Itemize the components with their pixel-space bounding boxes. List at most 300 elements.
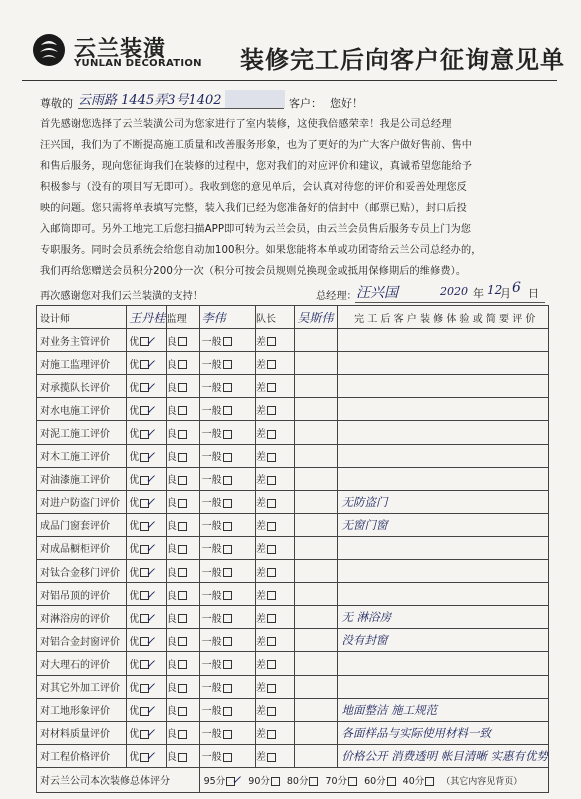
rating-option-good	[166, 375, 199, 398]
rating-checkbox[interactable]	[223, 730, 232, 739]
rating-label: 一般	[201, 567, 222, 579]
rating-label: 优	[129, 429, 140, 441]
rating-label: 差	[255, 752, 266, 764]
rating-label: 良	[166, 613, 177, 625]
score-option[interactable]	[287, 776, 319, 787]
rating-option-average	[199, 583, 255, 606]
score-checkbox[interactable]	[387, 777, 396, 786]
rating-option-excellent	[127, 583, 166, 606]
evaluation-table	[36, 305, 549, 793]
score-checkbox[interactable]	[309, 777, 318, 786]
rating-option-average	[199, 398, 255, 421]
rating-option-excellent	[127, 652, 166, 675]
rating-label: 一般	[201, 636, 222, 648]
check-mark-icon: ✓	[145, 703, 156, 718]
rating-checkbox[interactable]	[223, 753, 232, 762]
customer-address: 云雨路 1445弄3号1402	[78, 93, 222, 108]
rating-option-good	[166, 652, 199, 675]
rating-option-poor	[255, 675, 294, 698]
check-mark-icon: ✓	[145, 495, 156, 510]
letter-line: 映的问题。您只需将单表填写完整，装入我们已经为您准备好的信封中（邮票已贴），封口后投	[40, 203, 467, 214]
table-row	[37, 398, 549, 421]
score-label: 90分	[248, 775, 270, 787]
check-mark-icon: ✓	[145, 726, 156, 741]
rating-label: 良	[166, 521, 177, 533]
rating-option-average	[199, 698, 255, 721]
rating-checkbox[interactable]	[267, 430, 276, 439]
rating-option-excellent	[127, 352, 166, 375]
table-row	[37, 375, 549, 398]
empty-cell	[295, 329, 337, 352]
rating-option-poor	[255, 536, 294, 559]
score-checkbox[interactable]	[425, 777, 434, 786]
rating-label: 优	[129, 567, 140, 579]
score-label: 70分	[325, 775, 348, 787]
rating-option-good	[166, 513, 199, 536]
rating-option-average	[199, 560, 255, 583]
rating-checkbox[interactable]	[267, 476, 276, 485]
date-day: 6	[512, 280, 521, 296]
rating-option-excellent	[127, 629, 166, 652]
rating-option-average	[199, 329, 255, 352]
empty-cell	[295, 629, 337, 652]
row-comment	[337, 675, 548, 698]
date-year: 2020	[440, 285, 468, 298]
table-row	[37, 536, 549, 559]
check-mark-icon: ✓	[145, 749, 156, 764]
rating-checkbox[interactable]	[178, 660, 187, 669]
empty-cell	[295, 606, 337, 629]
rating-label: 一般	[201, 683, 222, 695]
rating-checkbox[interactable]	[267, 660, 276, 669]
rating-option-poor	[255, 560, 294, 583]
table-row	[37, 606, 549, 629]
empty-cell	[295, 421, 337, 444]
rating-checkbox[interactable]	[267, 707, 276, 716]
rating-label: 优	[129, 613, 140, 625]
rating-option-average	[199, 513, 255, 536]
rating-label: 一般	[201, 729, 222, 741]
row-comment	[337, 583, 548, 606]
rating-checkbox[interactable]	[223, 406, 232, 415]
row-label: 对成品橱柜评价	[37, 536, 127, 559]
table-header-row	[37, 306, 549, 329]
rating-label: 优	[129, 336, 140, 348]
check-mark-icon: ✓	[145, 564, 156, 579]
rating-option-good	[166, 675, 199, 698]
check-mark-icon: ✓	[145, 426, 156, 441]
letter-line: 首先感谢您选择了云兰装潢公司为您家进行了室内装修，这使我倍感荣幸！我是公司总经理	[40, 119, 452, 130]
redacted-name-blot	[225, 90, 285, 108]
rating-label: 差	[255, 659, 266, 671]
score-option[interactable]	[325, 776, 357, 787]
check-mark-icon: ✓	[145, 379, 156, 394]
foreman-name: 吴斯伟	[295, 306, 337, 329]
rating-checkbox[interactable]	[178, 637, 187, 646]
overall-score-options	[199, 767, 548, 792]
score-option[interactable]	[203, 772, 242, 787]
rating-checkbox[interactable]	[178, 430, 187, 439]
rating-label: 差	[255, 405, 266, 417]
rating-checkbox[interactable]	[223, 337, 232, 346]
rating-checkbox[interactable]	[267, 360, 276, 369]
rating-label: 一般	[201, 521, 222, 533]
table-row	[37, 421, 549, 444]
rating-option-average	[199, 467, 255, 490]
row-label: 对铝合金封窗评价	[37, 629, 127, 652]
row-comment	[337, 444, 548, 467]
rating-checkbox[interactable]	[267, 383, 276, 392]
row-comment: 无 淋浴房	[337, 606, 548, 629]
rating-option-poor	[255, 606, 294, 629]
rating-checkbox[interactable]	[178, 453, 187, 462]
empty-cell	[295, 467, 337, 490]
table-row	[37, 629, 549, 652]
score-checkbox[interactable]	[348, 777, 357, 786]
row-label: 对承揽队长评价	[37, 375, 127, 398]
table-row	[37, 721, 549, 744]
rating-label: 一般	[201, 752, 222, 764]
rating-label: 差	[255, 683, 266, 695]
table-row	[37, 467, 549, 490]
table-row	[37, 329, 549, 352]
rating-option-good	[166, 490, 199, 513]
rating-option-good	[166, 352, 199, 375]
date-month-suffix: 月	[500, 287, 511, 300]
table-row	[37, 490, 549, 513]
rating-label: 差	[255, 729, 266, 741]
rating-label: 一般	[201, 336, 222, 348]
document-title: 装修完工后向客户征询意见单	[240, 46, 565, 74]
rating-checkbox[interactable]	[223, 453, 232, 462]
score-option[interactable]	[403, 776, 435, 787]
rating-option-poor	[255, 398, 294, 421]
rating-label: 差	[255, 636, 266, 648]
rating-label: 差	[255, 521, 266, 533]
rating-label: 优	[129, 544, 140, 556]
row-comment	[337, 352, 548, 375]
empty-cell	[295, 375, 337, 398]
rating-checkbox[interactable]	[267, 499, 276, 508]
customer-label: 客户：	[289, 97, 322, 110]
rating-label: 差	[255, 706, 266, 718]
rating-option-excellent	[127, 329, 166, 352]
rating-option-good	[166, 629, 199, 652]
row-comment	[337, 375, 548, 398]
score-checkbox[interactable]	[271, 777, 280, 786]
row-label: 对钛合金移门评价	[37, 560, 127, 583]
score-option[interactable]	[364, 776, 396, 787]
rating-label: 优	[129, 475, 140, 487]
rating-label: 一般	[201, 359, 222, 371]
rating-label: 良	[166, 590, 177, 602]
rating-option-good	[166, 444, 199, 467]
row-comment: 无窗门窗	[337, 513, 548, 536]
rating-option-poor	[255, 744, 294, 767]
manager-signature: 汪兴国	[356, 285, 398, 301]
check-mark-icon: ✓	[145, 518, 156, 533]
overall-score-label: 对云兰公司本次装修总体评分	[37, 767, 200, 792]
rating-checkbox[interactable]	[223, 614, 232, 623]
rating-checkbox[interactable]	[267, 568, 276, 577]
rating-option-average	[199, 675, 255, 698]
rating-label: 优	[129, 729, 140, 741]
rating-checkbox[interactable]	[223, 684, 232, 693]
check-mark-icon: ✓	[145, 356, 156, 371]
row-label: 对材料质量评价	[37, 721, 127, 744]
row-label: 对施工监理评价	[37, 352, 127, 375]
check-mark-icon: ✓	[145, 656, 156, 671]
foreman-label: 队长	[255, 306, 294, 329]
rating-label: 优	[129, 659, 140, 671]
rating-checkbox[interactable]	[178, 383, 187, 392]
rating-label: 一般	[201, 544, 222, 556]
rating-option-good	[166, 398, 199, 421]
rating-label: 一般	[201, 706, 222, 718]
rating-label: 差	[255, 336, 266, 348]
rating-option-poor	[255, 352, 294, 375]
rating-checkbox[interactable]	[223, 545, 232, 554]
check-mark-icon: ✓	[145, 333, 156, 348]
rating-checkbox[interactable]	[267, 591, 276, 600]
row-comment: 价格公开 消费透明 帐目清晰 实惠有优势	[337, 744, 548, 767]
rating-label: 良	[166, 659, 177, 671]
rating-option-excellent	[127, 698, 166, 721]
rating-checkbox[interactable]	[223, 637, 232, 646]
rating-label: 差	[255, 359, 266, 371]
rating-checkbox[interactable]	[267, 753, 276, 762]
row-comment: 地面整洁 施工规范	[337, 698, 548, 721]
rating-label: 优	[129, 590, 140, 602]
rating-option-poor	[255, 652, 294, 675]
table-row	[37, 744, 549, 767]
row-comment: 各面样品与实际使用材料一致	[337, 721, 548, 744]
rating-checkbox[interactable]	[223, 660, 232, 669]
rating-label: 差	[255, 590, 266, 602]
rating-checkbox[interactable]	[267, 614, 276, 623]
rating-option-poor	[255, 467, 294, 490]
empty-cell	[295, 490, 337, 513]
rating-checkbox[interactable]	[267, 637, 276, 646]
rating-label: 差	[255, 498, 266, 510]
rating-option-average	[199, 490, 255, 513]
rating-label: 差	[255, 429, 266, 441]
empty-cell	[295, 744, 337, 767]
check-mark-icon: ✓	[145, 449, 156, 464]
score-option[interactable]	[248, 776, 280, 787]
rating-label: 一般	[201, 659, 222, 671]
rating-option-excellent	[127, 560, 166, 583]
rating-option-good	[166, 536, 199, 559]
rating-label: 优	[129, 521, 140, 533]
rating-checkbox[interactable]	[178, 730, 187, 739]
check-mark-icon: ✓	[145, 610, 156, 625]
rating-label: 优	[129, 683, 140, 695]
check-mark-icon: ✓	[145, 680, 156, 695]
rating-checkbox[interactable]	[223, 430, 232, 439]
rating-checkbox[interactable]	[178, 360, 187, 369]
back-page-note: （其它内容见背页）	[441, 776, 523, 787]
rating-checkbox[interactable]	[223, 591, 232, 600]
rating-checkbox[interactable]	[223, 568, 232, 577]
rating-checkbox[interactable]	[178, 568, 187, 577]
rating-checkbox[interactable]	[178, 545, 187, 554]
rating-label: 一般	[201, 429, 222, 441]
rating-checkbox[interactable]	[267, 522, 276, 531]
row-comment	[337, 329, 548, 352]
rating-label: 一般	[201, 405, 222, 417]
rating-option-average	[199, 352, 255, 375]
check-mark-icon: ✓	[145, 633, 156, 648]
letter-line: 专职服务。同时会员系统会给您自动加100积分。如果您能将本单或功团寄给云兰公司总经办的，	[40, 245, 482, 256]
rating-option-poor	[255, 329, 294, 352]
table-row	[37, 560, 549, 583]
rating-checkbox[interactable]	[267, 406, 276, 415]
rating-checkbox[interactable]	[178, 522, 187, 531]
closing-line: 再次感谢您对我们云兰装潢的支持！	[40, 291, 203, 302]
rating-checkbox[interactable]	[223, 522, 232, 531]
row-label: 对大理石的评价	[37, 652, 127, 675]
rating-option-poor	[255, 421, 294, 444]
check-mark-icon: ✓	[145, 402, 156, 417]
rating-label: 良	[166, 752, 177, 764]
empty-cell	[295, 721, 337, 744]
rating-checkbox[interactable]	[178, 707, 187, 716]
rating-option-excellent	[127, 721, 166, 744]
rating-label: 优	[129, 452, 140, 464]
row-comment	[337, 652, 548, 675]
rating-option-excellent	[127, 744, 166, 767]
rating-label: 良	[166, 382, 177, 394]
rating-checkbox[interactable]	[178, 614, 187, 623]
rating-label: 优	[129, 752, 140, 764]
date-day-suffix: 日	[528, 287, 539, 300]
table-row	[37, 652, 549, 675]
rating-checkbox[interactable]	[223, 707, 232, 716]
empty-cell	[295, 444, 337, 467]
rating-checkbox[interactable]	[267, 730, 276, 739]
date-year-suffix: 年	[473, 287, 484, 300]
rating-option-good	[166, 421, 199, 444]
manager-label: 总经理：	[316, 291, 357, 302]
rating-option-poor	[255, 583, 294, 606]
row-label: 对进户防盗门评价	[37, 490, 127, 513]
rating-option-excellent	[127, 444, 166, 467]
rating-label: 良	[166, 405, 177, 417]
row-label: 对油漆施工评价	[37, 467, 127, 490]
rating-option-good	[166, 721, 199, 744]
rating-option-excellent	[127, 375, 166, 398]
rating-label: 差	[255, 382, 266, 394]
row-label: 对其它外加工评价	[37, 675, 127, 698]
rating-option-average	[199, 606, 255, 629]
greeting: 您好！	[330, 97, 363, 110]
rating-option-excellent	[127, 421, 166, 444]
rating-label: 一般	[201, 452, 222, 464]
rating-label: 差	[255, 544, 266, 556]
rating-checkbox[interactable]	[178, 753, 187, 762]
rating-option-excellent	[127, 398, 166, 421]
rating-checkbox[interactable]	[223, 476, 232, 485]
rating-option-average	[199, 721, 255, 744]
rating-checkbox[interactable]	[267, 337, 276, 346]
rating-checkbox[interactable]	[178, 337, 187, 346]
rating-checkbox[interactable]	[267, 453, 276, 462]
rating-label: 优	[129, 359, 140, 371]
rating-checkbox[interactable]	[223, 360, 232, 369]
rating-option-average	[199, 444, 255, 467]
rating-option-good	[166, 467, 199, 490]
row-comment: 没有封窗	[337, 629, 548, 652]
rating-option-average	[199, 744, 255, 767]
rating-label: 优	[129, 405, 140, 417]
rating-option-excellent	[127, 467, 166, 490]
rating-checkbox[interactable]	[178, 499, 187, 508]
rating-checkbox[interactable]	[178, 476, 187, 485]
row-comment	[337, 536, 548, 559]
rating-option-good	[166, 744, 199, 767]
empty-cell	[295, 652, 337, 675]
rating-label: 良	[166, 567, 177, 579]
row-label: 对铝吊顶的评价	[37, 583, 127, 606]
empty-cell	[295, 583, 337, 606]
rating-label: 良	[166, 683, 177, 695]
header-divider	[22, 80, 557, 81]
row-label: 成品门窗套评价	[37, 513, 127, 536]
rating-label: 良	[166, 544, 177, 556]
table-row	[37, 698, 549, 721]
rating-checkbox[interactable]	[267, 684, 276, 693]
rating-label: 良	[166, 359, 177, 371]
row-label: 对业务主管评价	[37, 329, 127, 352]
rating-label: 差	[255, 613, 266, 625]
rating-option-poor	[255, 375, 294, 398]
rating-checkbox[interactable]	[267, 545, 276, 554]
rating-label: 优	[129, 706, 140, 718]
rating-label: 差	[255, 452, 266, 464]
rating-option-excellent	[127, 536, 166, 559]
overall-score-row	[37, 767, 549, 792]
rating-label: 一般	[201, 590, 222, 602]
rating-checkbox[interactable]	[178, 406, 187, 415]
rating-option-excellent	[127, 513, 166, 536]
empty-cell	[295, 513, 337, 536]
row-label: 对泥工施工评价	[37, 421, 127, 444]
rating-option-excellent	[127, 675, 166, 698]
check-mark-icon: ✓	[145, 472, 156, 487]
rating-label: 差	[255, 567, 266, 579]
rating-option-good	[166, 698, 199, 721]
rating-option-average	[199, 375, 255, 398]
row-label: 对工地形象评价	[37, 698, 127, 721]
rating-option-average	[199, 536, 255, 559]
row-comment	[337, 467, 548, 490]
date-month: 12	[487, 283, 503, 297]
table-row	[37, 444, 549, 467]
letter-line: 入邮筒即可。另外工地完工后您扫描APP即可转为云兰会员，由云兰会员售后服务专员上门为您	[40, 224, 472, 235]
rating-checkbox[interactable]	[178, 591, 187, 600]
supervisor-name: 李伟	[199, 306, 255, 329]
rating-option-average	[199, 652, 255, 675]
yunlan-logo-icon	[32, 33, 66, 67]
empty-cell	[295, 398, 337, 421]
table-row	[37, 513, 549, 536]
rating-option-good	[166, 560, 199, 583]
rating-checkbox[interactable]	[223, 383, 232, 392]
rating-checkbox[interactable]	[178, 684, 187, 693]
score-label: 40分	[402, 775, 425, 787]
rating-checkbox[interactable]	[223, 499, 232, 508]
